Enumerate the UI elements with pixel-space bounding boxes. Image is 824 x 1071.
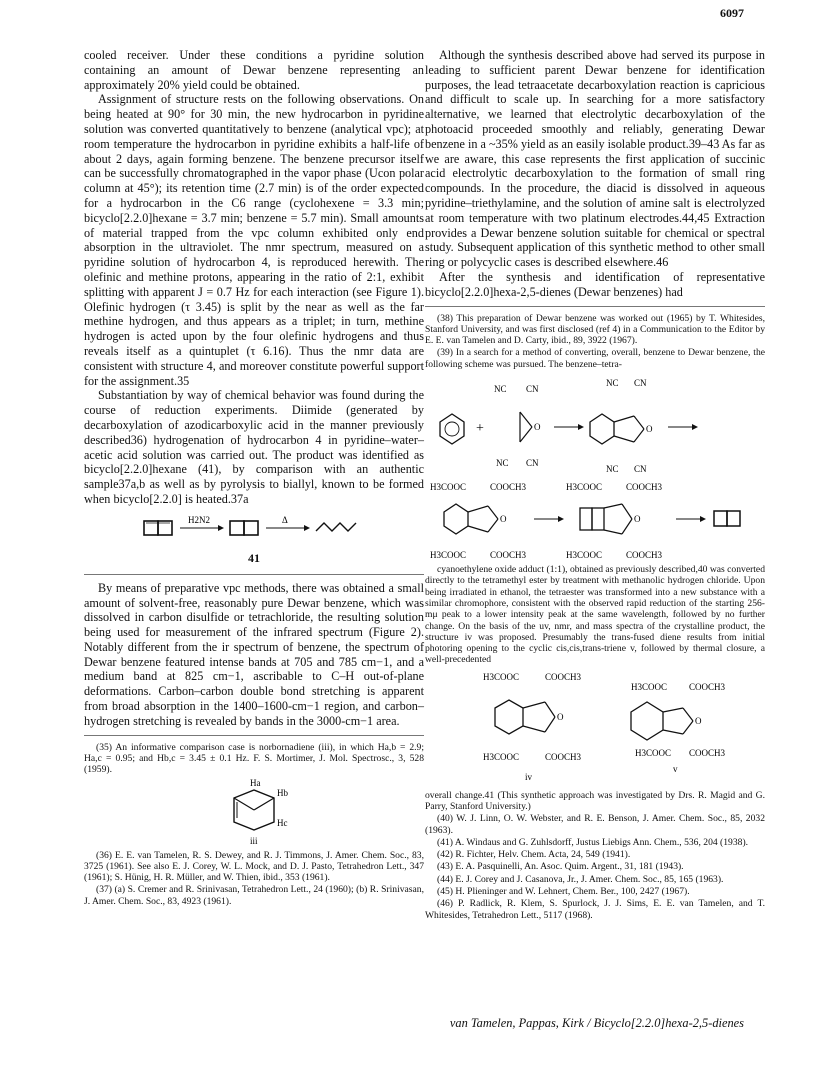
svg-text:NC: NC (494, 384, 507, 395)
left-column (84, 48, 424, 908)
bicyclohexane-right (244, 521, 258, 535)
svg-text:O: O (634, 514, 641, 525)
plus-sign: + (476, 421, 484, 437)
svg-text:H3COOC: H3COOC (483, 751, 520, 762)
svg-text:NC: NC (606, 378, 619, 389)
svg-text:H3COOC: H3COOC (430, 482, 467, 493)
svg-text:COOCH3: COOCH3 (689, 681, 726, 692)
footnote: (45) H. Plieninger and W. Lehnert, Chem. Ber., 100, 2427 (1967). (437, 886, 690, 898)
structures-iv-v (435, 668, 755, 788)
heat-label: Δ (282, 514, 288, 525)
reduction-scheme (84, 513, 424, 545)
divider (84, 574, 424, 575)
paragraph: By means of preparative vpc methods, there was obtained a small amount of solvent-free, reasonably pure Dewar benzene, which was dissolved in carbon disulfide or tetrachloride, the resulting solution being used for measurement of the infrared spectrum (Figure 2). Notably different from the ir spectrum of benzene, the spectrum of Dewar benzene featured intense bands at 705 and 785 cm−1, and a medium band at 825 cm−1, ascribable to C–H out-of-plane deformations. Carbon–carbon double bond stretching is apparent from broad absorption in the 1400–1600-cm−1 region, and carbon–hydrogen stretching is revealed by bands in the 3000-cm−1 area. (84, 580, 424, 728)
svg-text:O: O (534, 422, 541, 433)
svg-text:O: O (557, 711, 564, 722)
footnote: (44) E. J. Corey and J. Casanova, Jr., J. Amer. Chem. Soc., 85, 165 (1963). (437, 873, 724, 885)
biallyl-structure (316, 523, 356, 531)
svg-text:COOCH3: COOCH3 (689, 747, 726, 758)
svg-text:O: O (500, 514, 507, 525)
paragraph: cooled receiver. Under these conditions a pyridine solution containing an amount of Dewar benzene representing an approximately 20% yield could be obtained. (84, 48, 424, 92)
page-number: 6097 (720, 6, 744, 20)
footnote: (38) This preparation of Dewar benzene was worked out (1965) by T. Whitesides, Stanford University, and was first disclosed (ref 4) in a Communication to the Editor by E. E. van Tamelen and D. Carty, ibid., 89, 3922 (1967). (425, 312, 765, 347)
bicyclohexane-left (230, 521, 244, 535)
svg-text:COOCH3: COOCH3 (626, 482, 663, 493)
svg-text:NC: NC (606, 464, 619, 475)
footnote: (36) E. E. van Tamelen, R. S. Dewey, and R. J. Timmons, J. Amer. Chem. Soc., 83, 3725 (1961). See also E. J. Corey, W. L. Mock, and D. J. Pasto, Tetrahedron Lett., 347 (1961); S. Hünig, H. R. Müller, and W. Thien, ibid., 353 (1961). (84, 849, 424, 884)
svg-text:COOCH3: COOCH3 (545, 671, 582, 682)
svg-text:COOCH3: COOCH3 (626, 550, 663, 561)
footnote: cyanoethylene oxide adduct (1:1), obtained as previously described,40 was converted directly to the tetramethyl ester by treatment with methanolic hydrogen chloride. Upon being irradiated in ethanol, the tetraester was transformed into a new substance with a similar chromophore, consistent with the observed rapid reduction of the starting 256-mμ peak to a lower intensity peak at the same wavelength, followed by no further change. On the basis of the uv, nmr, and mass spectra of the crystalline product, the structure iv was proposed. Presumably the trans-fused diene results from initial photoring opening to the cyclic cis,cis,trans-triene v, followed by thermal closure, a well-precedented (425, 564, 765, 666)
divider (425, 306, 765, 307)
svg-text:COOCH3: COOCH3 (545, 751, 582, 762)
svg-text:COOCH3: COOCH3 (490, 482, 527, 493)
paragraph: After the synthesis and identification of representative bicyclo[2.2.0]hexa-2,5-dienes (Dewar benzenes) had (425, 269, 765, 299)
compound-iv-label: iv (525, 771, 533, 782)
norbornadiene-structure (209, 778, 299, 848)
footnote: overall change.41 (This synthetic approach was investigated by Drs. R. Magid and G. Parry, Stanford University.) (425, 789, 765, 812)
svg-text:H3COOC: H3COOC (566, 482, 603, 493)
compound-iii-label: iii (250, 835, 258, 846)
hb-label: Hb (277, 787, 288, 798)
svg-text:H3COOC: H3COOC (430, 550, 467, 561)
compound-v-label: v (673, 763, 678, 774)
paragraph: Assignment of structure rests on the following observations. On being heated at 90° for 30 min, the new hydrocarbon in pyridine solution was converted quantitatively to benzene (analytical vpc); at room temperature the hydrocarbon in pyridine exhibits a half-life of about 2 days, again forming benzene. The benzene precursor itself can be successfully chromatographed in the vapor phase (Ucon polar column at 45°); its retention time (2.7 min) is of the order expected for a hydrocarbon in the C6 range (cyclohexene = 3.3 min; bicyclo[2.2.0]hexane = 3.7 min; benzene = 5.7 min). Small amounts of material trapped from the vpc column exhibited only end absorption in the ultraviolet. The nmr spectrum, measured on a pyridine solution of hydrocarbon 4, is reproduced herewith. The olefinic and methine protons, appearing in the ratio of 2:1, exhibit splitting with apparent J = 0.7 Hz for each interaction (see Figure 1). Olefinic hydrogen (τ 3.45) is split by the near as well as the far methine hydrogen, and thus appears as a triplet; in turn, methine hydrogen is acted upon by the four olefinic hydrogens and thus reveals itself as a quintuplet (τ 6.16). Thus the nmr data are consistent with structure 4, and moreover constitute powerful support for the assignment.35 (84, 92, 424, 388)
arrow-head (304, 525, 310, 531)
svg-text:CN: CN (526, 458, 539, 469)
svg-text:H3COOC: H3COOC (483, 671, 520, 682)
divider (84, 735, 424, 736)
right-column (425, 48, 765, 922)
svg-text:CN: CN (634, 464, 647, 475)
footnote: (39) In a search for a method of converting, overall, benzene to Dewar benzene, the following scheme was pursued. The benzene–tetra- (425, 347, 765, 370)
footnote: (46) P. Radlick, R. Klem, S. Spurlock, J. J. Sims, E. E. van Tamelen, and T. Whitesides, Tetrahedron Lett., 5117 (1968). (425, 898, 765, 921)
benzene-conversion-scheme (430, 372, 760, 562)
svg-text:H3COOC: H3COOC (631, 681, 668, 692)
paragraph: Substantiation by way of chemical behavior was found during the course of reduction experiments. Diimide (generated by decarboxylation of azodicarboxylic acid in the manner previously described36) hydrogenation of hydrocarbon 4 in pyridine–water–acetic acid solution was carried out. The product was identified as bicyclo[2.2.0]hexane (41), by comparison with an authentic sample37a,b as well as by pyrolysis to biallyl, known to be formed when bicyclo[2.2.0] is heated.37a (84, 388, 424, 506)
footnote: (41) A. Windaus and G. Zuhlsdorff, Justus Liebigs Ann. Chem., 536, 204 (1938). (437, 836, 749, 848)
reagent-label: H2N2 (188, 514, 210, 525)
footnote: (42) R. Fichter, Helv. Chem. Acta, 24, 549 (1941). (437, 849, 631, 861)
hc-label: Hc (277, 817, 288, 828)
compound-label: 41 (248, 550, 260, 565)
footnote: (40) W. J. Linn, O. W. Webster, and R. E. Benson, J. Amer. Chem. Soc., 85, 2032 (1963). (425, 813, 765, 836)
reduction-scheme-svg (84, 513, 424, 545)
footnote: (37) (a) S. Cremer and R. Srinivasan, Tetrahedron Lett., 24 (1960); (b) R. Srinivasan, J. Amer. Chem. Soc., 83, 4923 (1961). (84, 884, 424, 907)
paragraph: Although the synthesis described above had served its purpose in leading to sufficient parent Dewar benzene for identification purposes, the lead tetraacetate decarboxylation reaction is capricious and difficult to scale up. In searching for a more satisfactory alternative, we learned that electrolytic decarboxylation of the photoacid proceeded smoothly and reliably, generating Dewar benzene in a ~35% yield as an easily isolable product.39–43 As far as we are aware, this case represents the first application of succinic acid electrolytic decarboxylation to the formation of small ring compounds. In the procedure, the diacid is dissolved in aqueous pyridine–triethylamine, and the solution of amine salt is electrolyzed at room temperature with two platinum electrodes.44,45 Extraction provides a Dewar benzene solution suitable for chemical or spectral study. Subsequent application of this synthetic method to other small ring or polycyclic cases is described elsewhere.46 (425, 48, 765, 270)
svg-text:COOCH3: COOCH3 (490, 550, 527, 561)
svg-text:O: O (646, 424, 653, 435)
svg-text:H3COOC: H3COOC (635, 747, 672, 758)
svg-text:O: O (695, 715, 702, 726)
svg-text:H3COOC: H3COOC (566, 550, 603, 561)
running-footer: van Tamelen, Pappas, Kirk / Bicyclo[2.2.0]hexa-2,5-dienes (449, 1016, 744, 1030)
footnote: (35) An informative comparison case is norbornadiene (iii), in which Ha,b = 2.9; Ha,c = 0.95; and Hb,c = 3.45 ± 0.1 Hz. F. S. Mortimer, J. Mol. Spectrosc., 3, 528 (1959). (84, 741, 424, 776)
ha-label: Ha (250, 777, 261, 788)
svg-text:CN: CN (634, 378, 647, 389)
svg-text:CN: CN (526, 384, 539, 395)
svg-text:NC: NC (496, 458, 509, 469)
arrow-head (218, 525, 224, 531)
footnote: (43) E. A. Pasquinelli, An. Asoc. Quim. Argent., 31, 181 (1943). (437, 861, 684, 873)
